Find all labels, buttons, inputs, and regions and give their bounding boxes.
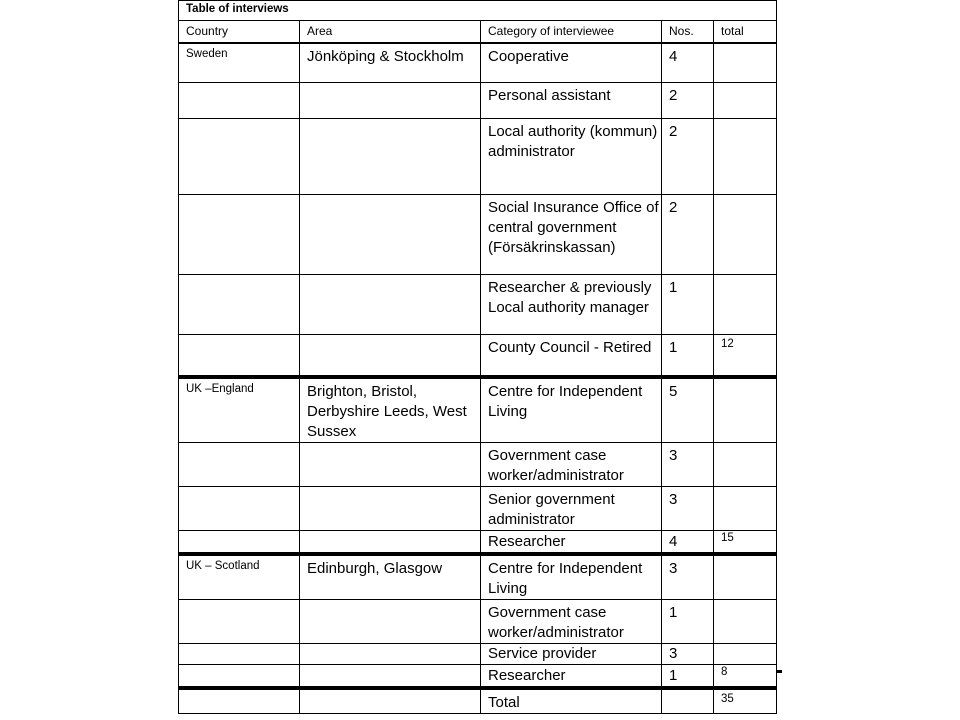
nos-cell: 2: [662, 119, 714, 195]
total-cell: [714, 599, 777, 643]
category-cell: Social Insurance Office of central government (Försäkrinskassan): [481, 195, 662, 275]
nos-cell: 1: [662, 599, 714, 643]
table-row: [179, 119, 777, 195]
category-cell: Government case worker/administrator: [481, 442, 662, 486]
category-cell: Senior government administrator: [481, 486, 662, 530]
total-cell: [714, 195, 777, 275]
nos-cell: 4: [662, 530, 714, 554]
category-cell: Cooperative: [481, 43, 662, 83]
table-row: [179, 664, 777, 688]
category-cell: County Council - Retired: [481, 335, 662, 377]
category-cell: Service provider: [481, 643, 662, 664]
country-cell: [179, 599, 300, 643]
total-cell: [714, 554, 777, 600]
area-cell: [300, 664, 481, 688]
area-cell: Jönköping & Stockholm: [300, 43, 481, 83]
table-row: [179, 195, 777, 275]
table-edge-mark: [776, 672, 777, 678]
area-cell: [300, 530, 481, 554]
table-row: [179, 554, 777, 600]
country-cell: [179, 442, 300, 486]
table-row: [179, 530, 777, 554]
country-cell: [179, 195, 300, 275]
header-category: Category of interviewee: [481, 21, 662, 43]
category-cell: Researcher: [481, 664, 662, 688]
country-cell: [179, 643, 300, 664]
grand-total-label: Total: [481, 688, 662, 714]
grand-total-value: 35: [714, 688, 777, 714]
table-row: [179, 83, 777, 119]
country-cell: [179, 530, 300, 554]
area-cell: Edinburgh, Glasgow: [300, 554, 481, 600]
country-cell: [179, 119, 300, 195]
header-nos: Nos.: [662, 21, 714, 43]
area-cell: [300, 442, 481, 486]
total-cell: [714, 377, 777, 443]
category-cell: Local authority (kommun) administrator: [481, 119, 662, 195]
area-cell: [300, 486, 481, 530]
total-cell: [714, 43, 777, 83]
title-row: [179, 1, 777, 21]
country-cell: [179, 688, 300, 714]
header-area: Area: [300, 21, 481, 43]
area-cell: [300, 599, 481, 643]
total-cell: [714, 275, 777, 335]
total-cell: [714, 119, 777, 195]
area-cell: [300, 119, 481, 195]
header-country: Country: [179, 21, 300, 43]
nos-cell: [662, 688, 714, 714]
country-cell: [179, 83, 300, 119]
nos-cell: 1: [662, 335, 714, 377]
document-page: [178, 0, 776, 714]
group-total-cell: 15: [714, 530, 777, 554]
total-cell: [714, 486, 777, 530]
nos-cell: 4: [662, 43, 714, 83]
header-row: [179, 21, 777, 43]
area-cell: Brighton, Bristol, Derbyshire Leeds, West Sussex: [300, 377, 481, 443]
nos-cell: 3: [662, 486, 714, 530]
area-cell: [300, 195, 481, 275]
country-cell: UK – Scotland: [179, 554, 300, 600]
grand-total-row: [179, 688, 777, 714]
table-row: [179, 643, 777, 664]
table-row: [179, 335, 777, 377]
group-total-cell: 8: [714, 664, 777, 688]
area-cell: [300, 275, 481, 335]
nos-cell: 2: [662, 83, 714, 119]
group-total-cell: 12: [714, 335, 777, 377]
nos-cell: 1: [662, 275, 714, 335]
category-cell: Centre for Independent Living: [481, 377, 662, 443]
area-cell: [300, 688, 481, 714]
category-cell: Centre for Independent Living: [481, 554, 662, 600]
country-cell: [179, 335, 300, 377]
nos-cell: 1: [662, 664, 714, 688]
nos-cell: 5: [662, 377, 714, 443]
area-cell: [300, 335, 481, 377]
nos-cell: 3: [662, 643, 714, 664]
category-cell: Government case worker/administrator: [481, 599, 662, 643]
category-cell: Researcher: [481, 530, 662, 554]
total-cell: [714, 643, 777, 664]
total-cell: [714, 442, 777, 486]
header-total: total: [714, 21, 777, 43]
country-cell: UK –England: [179, 377, 300, 443]
category-cell: Researcher & previously Local authority manager: [481, 275, 662, 335]
country-cell: [179, 664, 300, 688]
table-title: Table of interviews: [179, 1, 777, 21]
nos-cell: 2: [662, 195, 714, 275]
interviews-table: [178, 0, 777, 714]
country-cell: Sweden: [179, 43, 300, 83]
table-row: [179, 275, 777, 335]
total-cell: [714, 83, 777, 119]
table-row: [179, 486, 777, 530]
area-cell: [300, 83, 481, 119]
table-row: [179, 43, 777, 83]
category-cell: Personal assistant: [481, 83, 662, 119]
table-row: [179, 442, 777, 486]
nos-cell: 3: [662, 442, 714, 486]
area-cell: [300, 643, 481, 664]
table-row: [179, 377, 777, 443]
table-row: [179, 599, 777, 643]
nos-cell: 3: [662, 554, 714, 600]
country-cell: [179, 486, 300, 530]
country-cell: [179, 275, 300, 335]
